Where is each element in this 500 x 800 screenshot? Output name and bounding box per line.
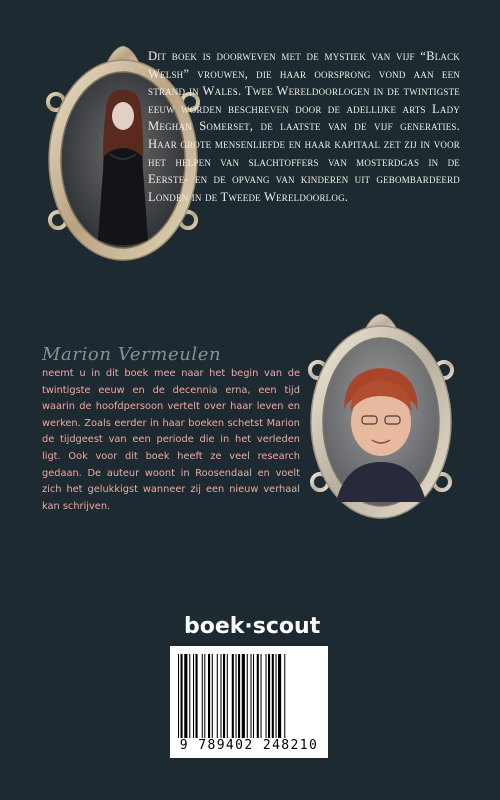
barcode-bar [217,654,218,738]
barcode-bar [253,654,254,738]
book-blurb: Dit boek is doorweven met de mystiek van vijf “Black Welsh” vrouwen, die haar oorsprong vond aan een strand in Wales. Twee Wereldoorlogen in de twintigste eeuw worden beschreven door de adellijke arts Lady Meghan Somerset, de laatste van de vijf generaties. Haar grote mensenliefde en haar kapitaal zet zij in voor het helpen van slachtoffers van mosterdgas in de Eerste- en de opvang van kinderen uit gebombardeerd Londen in de Tweede Wereldoorlog. [148,49,460,204]
isbn-number: 9 789402 248210 [179,738,319,753]
barcode-bar [242,654,245,738]
isbn-barcode [170,646,328,758]
barcode-bar [278,654,281,738]
author-portrait-frame [306,312,456,524]
author-name: Marion Vermeulen [42,344,222,365]
barcode-bar [268,654,270,738]
barcode-bar [284,654,285,738]
publisher-logo-dot: · [244,614,253,639]
barcode-bar [208,654,210,738]
barcode-bar [232,654,234,738]
barcode-bar [193,654,194,738]
barcode-bars [178,654,320,738]
barcode-bar [247,654,248,738]
barcode-bar [212,654,213,738]
barcode-bar [236,654,237,738]
barcode-bar [181,654,183,738]
barcode-bar [238,654,240,738]
publisher-logo-part1: boek [184,614,245,639]
barcode-bar [257,654,259,738]
publisher-logo [184,612,321,642]
barcode-bar [196,654,198,738]
barcode-bar [204,654,205,738]
barcode-bar [202,654,203,738]
barcode-bar [266,654,267,738]
barcode-bar [189,654,190,738]
barcode-bar [178,654,179,738]
barcode-bar [261,654,262,738]
barcode-bar [221,654,222,738]
publisher-logo-part2: scout [252,614,321,639]
barcode-bar [251,654,252,738]
barcode-bar [276,654,277,738]
barcode-bar [184,654,187,738]
author-bio: neemt u in dit boek mee naar het begin van de twintigste eeuw en de decennia erna, een tijd waarin de hoofdpersoon vertelt over haar leven en werken. Zoals eerder in haar boeken schetst Marion de tijdgeest van een periode die in het verleden ligt. Ook voor dit boek heeft ze veel research gedaan. De auteur woont in Roosendaal en voelt zich het gelukkigst wanneer zij een nieuw verhaal kan schrijven. [42,368,300,512]
barcode-bar [272,654,274,738]
barcode-bar [227,654,228,738]
barcode-bar [223,654,225,738]
